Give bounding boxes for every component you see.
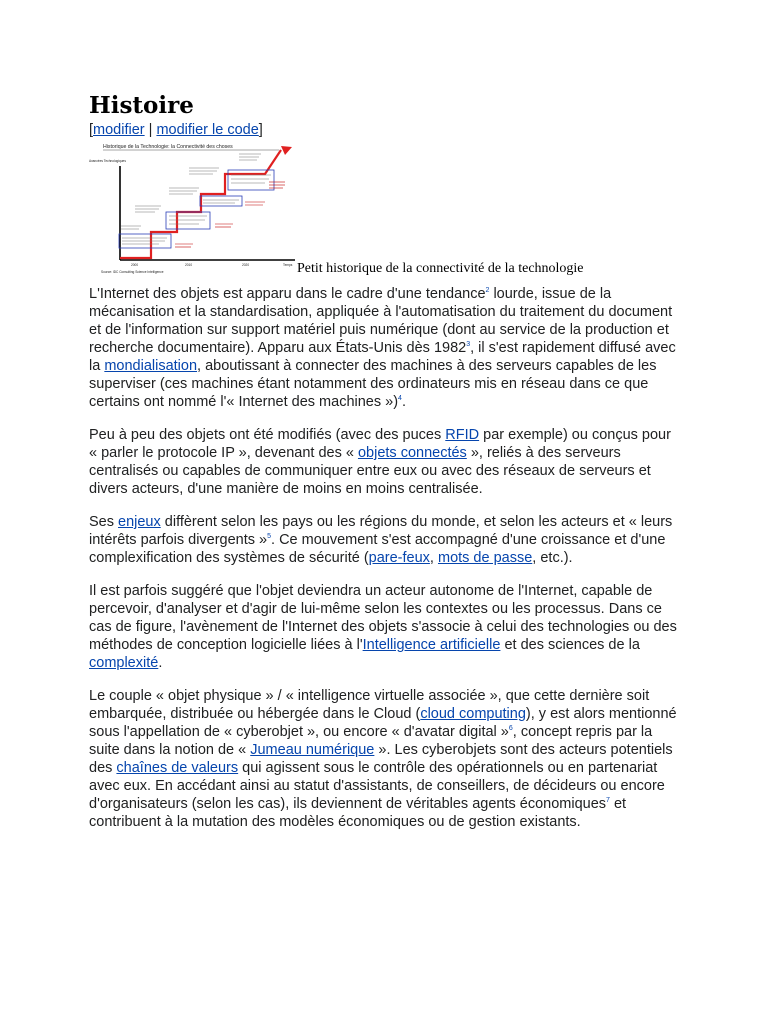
paragraph-1: L'Internet des objets est apparu dans le cadre d'une tendance$^2$ lourde, issue de la mécanisation et la standardisation, appliquée à l'automatisation du traitement du document et de l'information sur support matériel puis numérique (dont au service de la production et recherche documentaire). Apparu aux États-Unis dès 1982$^3$, il s'est rapidement diffusé avec la mondialisation, aboutissant à connecter des machines à des serveurs capables de les superviser (ces machines étant notamment des ordinateurs mis en réseau dans ce que certains ont nommé l'« Internet des machines »)$^4$. [89, 286, 676, 410]
edit-code-link[interactable]: modifier le code [156, 122, 259, 138]
reference-3[interactable]: 3 [466, 341, 471, 348]
tick-2000: 2000 [131, 263, 139, 267]
paragraph-3: Ses enjeux diffèrent selon les pays ou les régions du monde, et selon les acteurs et « leurs intérêts parfois divergents »$^5$. Ce mouvement s'est accompagné d'une croissance et d'une complexification des systèmes de sécurité (pare-feux, mots de passe, etc.). [89, 514, 673, 566]
connectivity-diagram[interactable] [89, 140, 297, 278]
annotation-lines [121, 154, 271, 244]
growth-arrow [120, 150, 281, 258]
link-mondialisation[interactable]: mondialisation [104, 358, 198, 374]
paragraph-5: Le couple « objet physique » / « intelligence virtuelle associée », que cette dernière soit embarquée, distribuée ou hébergée dans le Cloud (cloud computing), y est alors mentionné sous l'appellation de « cyberobjet », ou encore « d'avatar digital »$^6$, concept repris par la suite dans la notion de « Jumeau numérique ». Les cyberobjets sont des acteurs potentiels des chaînes de valeurs qui agissent sous le contrôle des opérationnels ou en partenariat avec eux. En accédant ainsi au statut d'assistants, de conseillers, de décideurs ou encore d'organisateurs (selon les cas), ils deviennent de véritables agents économiques$^7$ et contribuent à la mutation des modèles économiques ou de gestion existants. [89, 688, 677, 830]
link-jumeau-numerique[interactable]: Jumeau numérique [250, 742, 375, 758]
stage-box-2 [166, 212, 210, 229]
link-mots-de-passe[interactable]: mots de passe [437, 550, 533, 566]
link-objets-connectes[interactable]: objets connectés [357, 445, 467, 461]
diagram-yaxis: Avancées Technologiques [89, 159, 126, 163]
figure-caption: Petit historique de la connectivité de la technologie [297, 261, 584, 276]
diagram-xaxis: Temps [283, 263, 293, 267]
paragraph-4: Il est parfois suggéré que l'objet deviendra un acteur autonome de l'Internet, capable de percevoir, d'analyser et d'agir de lui-même selon les contextes ou les processus. Dans ce cas de figure, l'avènement de l'Internet des objets s'associe à celui des technologies ou des méthodes de conception logicielle liées à l'Intelligence artificielle et des sciences de la complexité. [89, 583, 677, 671]
link-complexite[interactable]: complexité [89, 655, 159, 671]
arrow-head [281, 146, 292, 155]
link-pare-feux[interactable]: pare-feux [368, 550, 430, 566]
diagram-title: Historique de la Technologie: la Connectivité des choses [103, 144, 233, 150]
link-chaines-de-valeurs[interactable]: chaînes de valeurs [116, 760, 239, 776]
reference-6[interactable]: 6 [508, 725, 513, 732]
article-body [89, 285, 679, 846]
reference-4[interactable]: 4 [398, 395, 402, 402]
tick-2010: 2010 [185, 263, 193, 267]
edit-links: [modifier | modifier le code] [89, 122, 263, 138]
link-enjeux[interactable]: enjeux [118, 514, 161, 530]
link-intelligence-artificielle[interactable]: Intelligence artificielle [362, 637, 501, 653]
reference-7[interactable]: 7 [606, 797, 610, 804]
reference-2[interactable]: 2 [485, 287, 490, 294]
edit-link[interactable]: modifier [93, 122, 145, 138]
tick-2020: 2020 [242, 263, 250, 267]
red-annotation-lines [175, 182, 285, 247]
link-rfid[interactable]: RFID [445, 427, 480, 443]
diagram-source: Source: IDC Consulting Science Intelligence [101, 270, 164, 274]
reference-5[interactable]: 5 [267, 533, 272, 540]
link-cloud-computing[interactable]: cloud computing [420, 706, 526, 722]
stage-box-3 [200, 196, 242, 206]
section-heading: Histoire [89, 92, 194, 119]
history-figure [89, 140, 679, 280]
paragraph-2: Peu à peu des objets ont été modifiés (avec des puces RFID par exemple) ou conçus pour « parler le protocole IP », devenant des « objets connectés », reliés à des serveurs centralisés ou capables de communiquer entre eux ou avec des réseaux de serveurs et divers acteurs, d'une manière de moins en moins centralisée. [89, 427, 671, 497]
